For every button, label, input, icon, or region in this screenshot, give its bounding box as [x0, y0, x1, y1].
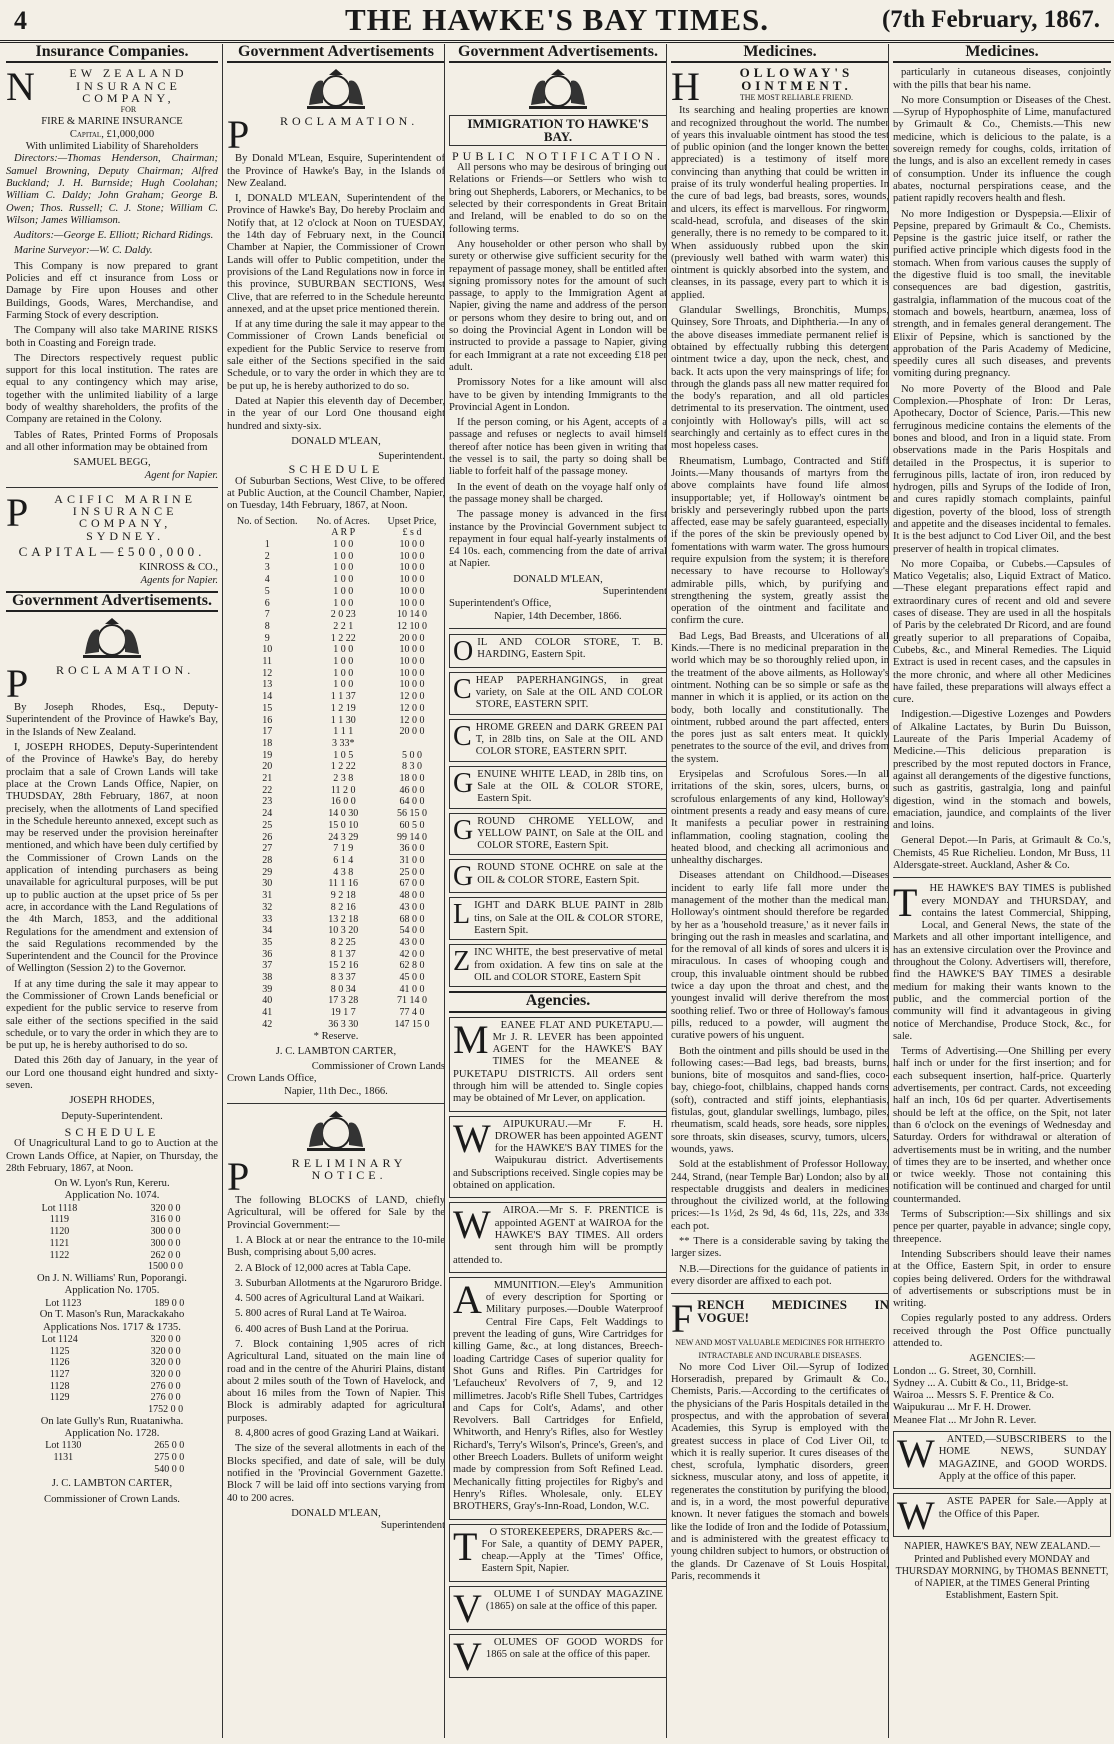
proclamation-rhodes: P ROCLAMATION. By Joseph Rhodes, Esq., Deputy-Superintendent of the Province of Hawke's Bay, in the Islands of New Zealand. I, JOSEPH RHODES, Deputy-Superintendent of the Province of Hawke's Bay, do hereby proclaim that a sale of Crown Lands will take place at the Crown Lands Office, Napier, on THUDSDAY, 28th February, 1867, at noon precisely, when the allotments of Land specified in the Schedule hereunto annexed, except such as may be reserved under the provision hereinafter mentioned, and which have been duly certified by the Commissioner of Crown Lands on the application of intending purchasers as being unavailable for agricultural purposes, will be put up to public auction at the upset price of 5s per acre, in accordance with the Land Regulations of the 4th March, 1853, and the additional Regulations for the amendment and extension of the said Regulations recommended by the Superintendent and the Council for the Province of Wellington (Session 2) to the Governor. If at any time during the sale it may appear to the Commissioner of Crown Lands beneficial or expedient for the public service to reserve from sale either of the sections specified in the said schedule, or to vary the order in which they are to be put up, he is hereby authorised to do so. Dated this 26th day of January, in the year of our Lord one thousand eight hundred and sixty-seven. JOSEPH RHODES, Deputy-Superintendent. SCHEDULE Of Unagricultural Land to go to Auction at the Crown Lands Office, at Napier, on Thursday, the 28th February, 1867, at Noon. On W. Lyon's Run, Kereru. Application No. 1074. Lot 1118 320 0 0 1119 316 0 0 1120 300 0 0 1121 300 0 0 1122 262 0 0 1500 0 0 On J. N. Williams' Run, Poporangi. Application No. 1705. Lot 1123 189 0 0 On T. Mason's Run, Marackakaho Applications Nos. 1717 & 1735. Lot 1124 320 0 0 1125 320 0 0 1126 320 0 0 1127 320 0 0 1128 276 0 0 1129 276 0 0 1752 0 0 On late Gully's Run, Ruataniwha. Application No. 1728. Lot 1130 265 0 0 1131 275 0 0 540 0 0 J. C. LAMBTON CARTER, Commissioner of Crown Lands.	[6, 661, 218, 1505]
sections-table: No. of Section. No. of Acres. Upset Price, A R P £ s d 1 1 0 0 10 0 0 2 1 0 0 10 0 0 3 1 0 0 10 0 0 4 1 0 0 10 0 0 5 1 0 0 10 0 0 6 1 0 0 10 0 0 7 2 0 23 10 14 0 8 2 2 1 12 10 0 9 1 2 22 20 0 0 10 1 0 0 10 0 0 11 1 0 0 10 0 0 12 1 0 0 10 0 0 13 1 0 0 10 0 0 14 1 1 37 12 0 0 15 1 2 19 12 0 0 16 1 1 30 12 0 0 17 1 1 1 20 0 0 18 3 33* 19 1 0 5 5 0 0 20 1 2 22 8 3 0 21 2 3 8 18 0 0 22 11 2 0 46 0 0 23 16 0 0 64 0 0 24 14 0 30 56 15 0 25 15 0 10 60 5 0 26 24 3 29 99 14 0 27 7 1 9 36 0 0 28 6 1 4 31 0 0 29 4 3 8 25 0 0 30 11 1 16 67 0 0 31 9 2 18 48 0 0 32 8 2 16 43 0 0 33 13 2 18 68 0 0 34 10 3 20 54 0 0 35 8 2 25 43 0 0 36 8 1 37 42 0 0 37 15 2 16 62 8 0 38 8 3 37 45 0 0 39 8 0 34 41 0 0 40 17 3 28 71 14 0 41 19 1 7 77 4 0 42 36 3 30 147 15 0	[227, 516, 445, 1031]
section-row: 26 24 3 29 99 14 0	[262, 831, 427, 843]
section-row: 29 4 3 8 25 0 0	[262, 866, 425, 878]
section-row: 30 11 1 16 67 0 0	[262, 878, 425, 890]
agency-item: Sydney ... A. Cubitt & Co., 11, Bridge-st.	[893, 1377, 1069, 1389]
section-row: 25 15 0 10 60 5 0	[262, 819, 425, 831]
masthead	[0, 0, 1114, 43]
prelim-item: 1. A Block at or near the entrance to the 10-mile Bush, comprising about 5,00 acres.	[227, 1234, 445, 1259]
royal-crest-icon	[301, 67, 371, 111]
prelim-item: 2. A Block of 12,000 acres at Tabla Cape.	[235, 1262, 411, 1274]
section-row: 23 16 0 0 64 0 0	[262, 796, 425, 808]
agency-item: London ... G. Street, 30, Cornhill.	[893, 1365, 1037, 1377]
section-row: 31 9 2 18 48 0 0	[262, 890, 425, 902]
royal-crest-icon	[523, 67, 593, 111]
section-row: 27 7 1 9 36 0 0	[262, 843, 425, 855]
section-row: 24 14 0 30 56 15 0	[262, 808, 427, 820]
column-government-1: Government Advertisements P ROCLAMATION. By Donald M'Lean, Esquire, Superintendent of the Province of Hawke's Bay, in the Islands of New Zealand. I, DONALD M'LEAN, Superintendent of the Province of Hawke's Bay, Do hereby Proclaim and Notify that, at 12 o'clock at Noon on TUESDAY, the 14th day of February next, in the Council Chamber at Napier, the Commissioner of Crown Lands will offer to Public competition, under the provisions of the Land Regulations now in force in this province, SUBURBAN SECTIONS, West Clive, that are referred to in the Schedule hereunto annexed, and at the upset price mentioned therein. If at any time during the sale it may appear to the Commissioner of Crown Lands beneficial or expedient for the Public Service to reserve from sale either of the Sections specified in the said Schedule, or to vary the order in which they are to be put up, he is hereby authorized to do so. Dated at Napier this eleventh day of December, in the year of our Lord One thousand eight hundred and sixty-six. DONALD M'LEAN, Superintendent. SCHEDULE Of Suburban Sections, West Clive, to be offered at Public Auction, at the Council Chamber, Napier, on Tuesday, 14th February, 1867, at Noon. No. of Section. No. of Acres. Upset Price, A R P £ s d 1 1 0 0 10 0 0 2 1 0 0 10 0 0 3 1 0 0 10 0 0 4 1 0 0 10 0 0 5 1 0 0 10 0 0 6 1 0 0 10 0 0 7 2 0 23 10 14 0 8 2 2 1 12 10 0 9 1 2 22 20 0 0 10 1 0 0 10 0 0 11 1 0 0 10 0 0 12 1 0 0 10 0 0 13 1 0 0 10 0 0 14 1 1 37 12 0 0 15 1 2 19 12 0 0 16 1 1 30 12 0 0 17 1 1 1 20 0 0 18 3 33* 19 1 0 5 5 0 0 20 1 2 22 8 3 0 21 2 3 8 18 0 0 22 11 2 0 46 0 0 23 16 0 0 64 0 0 24 14 0 30 56 15 0 25 15 0 10 60 5 0 26 24 3 29 99 14 0 27 7 1 9 36 0 0 28 6 1 4 31 0 0 29 4 3 8 25 0 0 30 11 1 16 67 0 0 31 9 2 18 48 0 0 32 8 2 16 43 0 0 33 13 2 18 68 0 0 34 10 3 20 54 0 0 35 8 2 25 43 0 0 36 8 1 37 42 0 0 37 15 2 16 62 8 0 38 8 3 37 45 0 0 39 8 0 34 41 0 0 40 17 3 28 71 14 0 41 19 1 7 77 4 0 42 36 3 30 147 15 0 * Reserve. J. C. LAMBTON CARTER, Commissioner of Crown Lands Crown Lands Office, Napier, 11th Dec., 1866. P RELIMINARY NOTICE. The following BLOCKS of LAND, chiefly Agricultural, will be offered for Sale by the Provincial Government:— 1. A Block at or near the entrance to the 10-mile Bush, comprising about 5,00 acres. 2. A Block of 12,000 acres at Tabla Cape. 3. Suburban Allotments at the Ngaruroro Bridge. 4. 500 acres of Agricultural Land at Waikari. 5. 800 acres of Rural Land at Te Wairoa. 6. 400 acres of Bush Land at the Porirua. 7. Block containing 1,905 acres of rich Agricultural Land, situated on the main line of road and in the centre of the Ahuriri Plains, distant about 2 miles south of the Town of Havelock, and about 16 miles from the Town of Napier. This Block is admirably adapted for agricultural purposes. 8. 4,800 acres of good Grazing Land at Waikari. The size of the several allotments in each of the Blocks specified, and date of sale, will be duly notified in the 'Provincial Government Gazette.' Block 7 will be laid off into sections varying from 40 to 200 acres. DONALD M'LEAN, Superintendent	[222, 44, 445, 1738]
section-row: 35 8 2 25 43 0 0	[262, 936, 425, 948]
oil-store-ad: Z INC WHITE, the best preservative of metal from oxidation. A few tins on sale at the OIL and COLOR STORE, Eastern Spit	[449, 944, 667, 987]
section-row: 10 1 0 0 10 0 0	[262, 644, 425, 656]
section-row: 16 1 1 30 12 0 0	[262, 714, 425, 726]
oil-store-ad: G ENUINE WHITE LEAD, in 28lb tins, on Sale at the OIL & COLOR STORE, Eastern Spit.	[449, 766, 667, 809]
section-header-insurance: Insurance Companies.	[6, 44, 218, 63]
section-row: 33 13 2 18 68 0 0	[262, 913, 425, 925]
section-row: 37 15 2 16 62 8 0	[262, 960, 425, 972]
section-row: 15 1 2 19 12 0 0	[262, 702, 425, 714]
section-row: 9 1 2 22 20 0 0	[264, 632, 425, 644]
section-row: 19 1 0 5 5 0 0	[262, 749, 422, 761]
section-row: 39 8 0 34 41 0 0	[262, 983, 425, 995]
agency-item: Meanee Flat ... Mr John R. Lever.	[893, 1414, 1037, 1426]
column-insurance	[6, 44, 218, 1738]
section-row: 38 8 3 37 45 0 0	[262, 972, 425, 984]
prelim-item: 3. Suburban Allotments at the Ngaruroro Bridge.	[235, 1277, 443, 1289]
column-medicines-1: Medicines. H OLLOWAY'S OINTMENT. THE MOST RELIABLE FRIEND. Its searching and healing properties are known and recognized throughout the world. The number of years this invaluable ointment has stood the test of public opinion (and the longer known the better appreciated) is a testimony of itself more convincing than anything that could be written in praise of its truly wonderful healing properties. In the cure of bad legs, bad breasts, sores, wounds, and ulcers, its effect is marvellous. For ringworm, scald-head, scrofula, and diseases of the skin generally, there is no remedy to be compared to it. When assiduously rubbed upon the skin (previously well bathed with warm water) this ointment is quickly absorbed into the system, and cleanses, in its passage, every part to which it is applied. Glandular Swellings, Bronchitis, Mumps, Quinsey, Sore Throats, and Diphtheria.—In any of the above diseases immediate permanent relief is obtained by effectually rubbing this detergent ointment twice a day, upon the neck, chest, and back. It acts upon the very mainsprings of life; for through the glands pass all new matter required for the body's reparation, and all old particles detrimental to its preservation. The ointment, used conjointly with Holloway's pills, will act so searchingly and certainly as to effect cures in the most hopeless cases. Rheumatism, Lumbago, Contracted and Stiff Joints.—Many thousands of martyrs from the above complaints have found life almost insupportable; yet, if Holloway's ointment be briskly and perseveringly rubbed upon the parts affected, ease may be safely guaranteed, especially if the pores of the skin be previously opened by fomentations with warm water. The gross humours require expulsion from the system; it is therefore necessary to have recourse to Holloway's admirable pills, which, by purifying and strengthening the system, greatly assist the operation of the ointment and facilitate and confirm the cure. Bad Legs, Bad Breasts, and Ulcerations of all Kinds.—There is no medicinal preparation in the world which may be so thoroughly relied upon, in the treatment of the above ailments, as Holloway's ointment. Nothing can be so simple or safe as the manner in which it is applied, or its action on the body, both locally and constitutionally. The ointment, rubbed around the part affected, enters the pores just as salt enters meat. It quickly penetrates to the source of the evil, and drives from the system. Erysipelas and Scrofulous Sores.—In all irritations of the skin, sores, ulcers, burns, or scrofulous enlargements of any kind, Holloway's ointment presents a ready and easy means of cure. It manifests a peculiar power in restraining inflammation, cooling stagnation, cooling the heated blood, and checking all acrimonious and unhealthy discharges. Diseases attendant on Childhood.—Diseases incident to early life fall more under the management of the mother than the medical man. Holloway's ointment should therefore be regarded by her as a 'household treasure,' as it never fails in bringing out the rash in measles and scarlatina, and for the removal of all kinds of sores and ulcers it is miraculous. In cases of whooping cough and croup, this invaluable ointment should be rubbed twice a day upon the throat and chest, and the youngest invalid will derive therefrom the most soothing relief. Two or three of Holloway's famous pills, reduced to a powder, will augment the curative powers of his unguent. Both the ointment and pills should be used in the following cases:—Bad legs, bad breasts, burns, bunions, bite of mosquitos and sand-flies, coco-bay, chiego-foot, chilblains, chapped hands corns (soft), contracted and stiff joints, elephantiasis, fistulas, gout, glandular swellings, lumbago, piles, rheumatism, scald heads, sore heads, sore nipples, sore throats, skin diseases, scurvy, tumors, ulcers, wounds, yaws. Sold at the establishment of Professor Holloway, 244, Strand, (near Temple Bar) London; also by all respectable druggists and dealers in medicines throughout the civilized world, at the following prices:—1s 1½d, 2s 9d, 4s 6d, 11s, 22s, and 33s each pot. ** There is a considerable saving by taking the larger sizes. N.B.—Directions for the guidance of patients in every disorder are affixed to each pot. F RENCH MEDICINES IN VOGUE! NEW AND MOST VALUABLE MEDICINES FOR HITHERTO INTRACTABLE AND INCURABLE DISEASES. No more Cod Liver Oil.—Syrup of Iodized Horseradish, prepared by Grimault & Co., Chemists, Paris.—According to the certificates of the physicians of the Paris Hospitals detailed in the prospectus, and with the approbation of several Academies, this Syrup is employed with the greatest success in place of Cod Liver Oil, to which it is really superior. It cures diseases of the chest, scrofula, lymphatic disorders, green sickness, muscular atony, and loss of appetite, it regenerates the constitution by purifying the blood, and is, in a word, the most powerful depurative known. It never fatigues the stomach and bowels like the Iodide of Iron and the Iodide of Potassium, and is administered with the greatest efficacy to young children subject to humors, or obstruction of the glands. Dr Cazenave of St Louis Hospital, Paris, recommends it	[666, 44, 889, 1738]
prelim-item: 6. 400 acres of Bush Land at the Porirua.	[235, 1323, 409, 1335]
ad-nz-insurance: N EW ZEALAND INSURANCE COMPANY, FOR FIRE & MARINE INSURANCE Capital, £1,000,000 With unlimited Liability of Shareholders Directors:—Thomas Henderson, Chairman; Samuel Browning, Deputy Chairman; Alfred Buckland; J. H. Burnside; Hugh Coolahan; William C. Daldy; John Graham; George B. Owen; Thos. Russell; C. J. Stone; William C. Wilson; James Williamson. Auditors:—George E. Elliott; Richard Ridings. Marine Surveyor:—W. C. Daldy. This Company is now prepared to grant Policies and eff ct insurance from Loss or Damage by Fire upon Houses and other Buildings, Goods, Wares, Merchandise, and Farming Stock of every description. The Company will also take MARINE RISKS both in Coasting and Foreign trade. The Directors respectively request public support for this local institution. The rates are equal to any contingency which may arise, together with the unlimited liability of a large body of wealthy shareholders, the profits of the Company are retained in the Colony. Tables of Rates, Printed Forms of Proposals and all other information may be obtained from SAMUEL BEGG, Agent for Napier.	[6, 64, 218, 481]
agency-item: Waipukurau ... Mr F. H. Drower.	[893, 1402, 1032, 1414]
section-header-government: Government Advertisements.	[6, 591, 218, 612]
section-row: 5 1 0 0 10 0 0	[264, 585, 425, 597]
section-row: 2 1 0 0 10 0 0	[264, 550, 425, 562]
section-header-government-3: Government Advertisements.	[449, 44, 667, 63]
section-row: 42 36 3 30 147 15 0	[262, 1018, 430, 1030]
section-row: 13 1 0 0 10 0 0	[262, 679, 425, 691]
oil-store-ad: G ROUND STONE OCHRE on sale at the OIL & COLOR STORE, Eastern Spit.	[449, 859, 667, 893]
issue-date: (7th February, 1867.	[881, 6, 1100, 33]
royal-crest-icon	[77, 616, 147, 660]
section-row: 12 1 0 0 10 0 0	[262, 667, 425, 679]
section-header-medicines: Medicines.	[671, 44, 889, 63]
section-header-government-2: Government Advertisements	[227, 44, 445, 63]
newspaper-title: THE HAWKE'S BAY TIMES.	[345, 2, 769, 37]
section-row: 6 1 0 0 10 0 0	[264, 597, 425, 609]
section-row: 34 10 3 20 54 0 0	[262, 925, 425, 937]
section-row: 14 1 1 37 12 0 0	[262, 691, 425, 703]
section-row: 7 2 0 23 10 14 0	[264, 609, 427, 621]
section-row: 40 17 3 28 71 14 0	[262, 995, 427, 1007]
oil-store-ad: C HEAP PAPERHANGINGS, in great variety, on Sale at the OIL AND COLOR STORE, EASTERN SPIT.	[449, 672, 667, 715]
section-row: 21 2 3 8 18 0 0	[262, 773, 425, 785]
prelim-item: 5. 800 acres of Rural Land at Te Wairoa.	[235, 1308, 407, 1320]
lots-table-1: Lot 1118 320 0 0 1119 316 0 0 1120 300 0 0 1121 300 0 0 1122 262 0 0 1500 0 0	[41, 1202, 183, 1273]
prelim-item: 8. 4,800 acres of good Grazing Land at Waikari.	[235, 1428, 439, 1440]
oil-store-ad: C HROME GREEN and DARK GREEN PAI T, in 28lb tins, on Sale at the OIL AND COLOR STORE, EASTERN SPIT.	[449, 719, 667, 762]
section-row: 11 1 0 0 10 0 0	[262, 656, 425, 668]
section-header-medicines-2: Medicines.	[893, 44, 1111, 63]
page-number: 4	[14, 6, 27, 35]
section-row: 36 8 1 37 42 0 0	[262, 948, 425, 960]
section-row: 8 2 2 1 12 10 0	[264, 620, 427, 632]
section-row: 22 11 2 0 46 0 0	[262, 784, 425, 796]
royal-crest-icon	[301, 1109, 371, 1153]
section-row: 3 1 0 0 10 0 0	[264, 562, 425, 574]
column-medicines-2: Medicines. particularly in cutaneous diseases, conjointly with the pills that bear his name. No more Consumption or Diseases of the Chest.—Syrup of Hypophosphite of Lime, manufactured by Grimault & Co., Chemists.—This new medicine, which is delicious to the palate, is a sovereign remedy for coughs, colds, irritation of the lungs, and is also an excellent remedy in cases of consumption. Under its influence the cough abates, nocturnal perspirations cease, and the patient rapidly recovers health and flesh. No more Indigestion or Dyspepsia.—Elixir of Pepsine, prepared by Grimault & Co., Chemists. Pepsine is the gastric juice itself, or rather the purified active principle which digests food in the stomach. When from various causes the supply of the digestive fluid is too small, the inevitable consequences are bad digestion, gastritis, gastralgia, inflammation of the mucous coat of the stomach and bowels, heartburn, anæmea, loss of strength, and in females general derangement. The Elixir of Pepsine, which is sanctioned by the approbation of the Paris Academy of Medicine, speedily cures all such diseases, and prevents vomiting during pregnancy. No more Poverty of the Blood and Pale Complexion.—Phosphate of Iron: Dr Leras, Apothecary, Doctor of Science, Paris.—This new ferruginous medicine contains the elements of the bones and blood, and Iron in a liquid state. From observations made in the Paris Hospitals and detailed in the Prospectus, it is superior to ferruginous pills, lactate of iron, iron reduced by hydrogen, pills and Syrups of the Iodide of Iron, and cures rapidly stomach complaints, painful digestion, poverty of the blood, loss of strength and appetite and the diseases incidental to females. It is the best adjunct to Cod Liver Oil, and the best preserver of health in tropical climates. No more Copaiba, or Cubebs.—Capsules of Matico Vegetalis; also, Liquid Extract of Matico.—These elegant preparations effect rapid and extraordinary cures of recent and old and severe cases of disease. They are used in all the hospitals of Paris by the celebrated Dr Ricord, and are found greatly superior to all preparations of Copaiba, Cubebs, &c., and Mineral Remedies. The Liquid Extract is used in recent cases, and the capsules in the more chronic, and where all other Medicines have failed, these preparations will always effect a cure. Indigestion.—Digestive Lozenges and Powders of Alkaline Lactates, by Burin Du Buisson, Laureate of the Paris Imperial Academy of Medicine.—This delicious preparation is prescribed by the most reputed doctors in France, against all derangements of the digestive functions, such as gastritis, gastralgia, long and painful digestion, wind in the stomach and bowels, emaciation, jaundice, and complaints of the liver and loins. General Depot.—In Paris, at Grimault & Co.'s, Chemists, 45 Rue Richelieu. London, Mr Buss, 11 Aldersgate-street. Auckland, Asher & Co. T HE HAWKE'S BAY TIMES is published every MONDAY and THURSDAY, and contains the latest Commercial, Shipping, Local, and General News, the state of the Markets and all other important intelligence, and has an extensive circulation over the Province and throughout the Colony. Advertisers will, therefore, find the HAWKE'S BAY TIMES a desirable medium for making their wants known to the public, and the commercial portion of the community will find it advantageous in giving notice of Merchandise, Produce Stock, &c., for sale. Terms of Advertising.—One Shilling per every half inch or under for the first insertion; and for each subsequent insertion, half-price. Quarterly advertisements, per contract. Cards, not exceeding half an inch, 10s 6d per quarter. Advertisements should be left at the office, on the Spit, not later than 6 o'clock on the evenings of Wednesday and Saturday. Orders for withdrawal or alteration of advertisements must be in writing, and the number of times they are to be inserted, and whether once or twice weekly. Those not containing this notification will be continued and charged for until countermanded. Terms of Subscription:—Six shillings and six pence per quarter, payable in advance; single copy, threepence. Intending Subscribers should leave their names at the Office, Eastern Spit, in order to ensure copies being delivered. Orders for the withdrawal of advertisements or subscriptions must be in writing. Copies regularly posted to any address. Orders received through the Post Office punctually attended to. AGENCIES:— London ... G. Street, 30, Cornhill. Sydney ... A. Cubitt & Co., 11, Bridge-st. Wairoa ... Messrs S. F. Prentice & Co. Waipukurau ... Mr F. H. Drower. Meanee Flat ... Mr John R. Lever. W ANTED,—SUBSCRIBERS to the HOME NEWS, SUNDAY MAGAZINE, and GOOD WORDS. Apply at the office of this paper. W ASTE PAPER for Sale.—Apply at the Office of this Paper. NAPIER, HAWKE'S BAY, NEW ZEALAND.—Printed and Published every MONDAY and THURSDAY MORNING, by THOMAS BENNETT, of NAPIER, at the TIMES General Printing Establishment, Eastern Spit.	[888, 44, 1111, 1738]
agency-item: Wairoa ... Messrs S. F. Prentice & Co.	[893, 1390, 1055, 1402]
prelim-item: 7. Block containing 1,905 acres of rich Agricultural Land, situated on the main line of road and in the centre of the Ahuriri Plains, distant about 2 miles south of the Town of Havelock, and about 16 miles from the Town of Napier. This Block is admirably adapted for agricultural purposes.	[227, 1339, 445, 1424]
section-row: 32 8 2 16 43 0 0	[262, 901, 425, 913]
section-row: 4 1 0 0 10 0 0	[264, 574, 425, 586]
ad-pacific-marine: P ACIFIC MARINE INSURANCE COMPANY, SYDNEY. CAPITAL—£500,000. KINROSS & CO., Agents for Napier.	[6, 489, 218, 586]
oil-store-ad: L IGHT and DARK BLUE PAINT in 28lb tins, on Sale at the OIL & COLOR STORE, Eastern Spit.	[449, 897, 667, 940]
prelim-item: 4. 500 acres of Agricultural Land at Waikari.	[235, 1293, 425, 1305]
section-row: 28 6 1 4 31 0 0	[262, 855, 425, 866]
column-government-2: Government Advertisements. IMMIGRATION TO HAWKE'S BAY. PUBLIC NOTIFICATION. All persons who may be desirous of bringing out Relations or Friends—or Settlers who wish to bring out Shepherds, Laborers, or Mechanics, to be selected by their correspondents in Great Britain and Ireland, will be enabled to do so on the following terms. Any householder or other person who shall by surety or otherwise give sufficient security for the repayment of passage money, shall be entitled after signing promissory notes for the amount of such passage, to apply to the Immigration Agent at Napier, giving the name and address of the person or persons whom they desire to bring out, and on so doing the Provincial Agent in London will be instructed to provide a passage to Napier, giving for each Immigrant at a rate not exceeding £18 per adult. Promissory Notes for a like amount will also have to be given by intending Immigrants to the Provincial Agent in London. If the person coming, or his Agent, accepts of a passage and refuses or neglects to avail himself thereof after notice has been given in writing that the vessel is to sail, the party so doing shall be liable to forfeit half of the passage money. In the event of death on the voyage half only of the passage money shall be charged. The passage money is advanced in the first instance by the Provincial Government subject to repayment in four equal half-yearly instalments of £4 10s. each, commencing from the date of arrival at Napier. DONALD M'LEAN, Superintendent Superintendent's Office, Napier, 14th December, 1866. O IL AND COLOR STORE, T. B. HARDING, Eastern Spit. C HEAP PAPERHANGINGS, in great variety, on Sale at the OIL AND COLOR STORE, EASTERN SPIT. C HROME GREEN and DARK GREEN PAI T, in 28lb tins, on Sale at the OIL AND COLOR STORE, EASTERN SPIT. G ENUINE WHITE LEAD, in 28lb tins, on Sale at the OIL & COLOR STORE, Eastern Spit. G ROUND CHROME YELLOW, and YELLOW PAINT, on Sale at the OIL and COLOR STORE, Eastern Spit. G ROUND STONE OCHRE on sale at the OIL & COLOR STORE, Eastern Spit. L IGHT and DARK BLUE PAINT in 28lb tins, on Sale at the OIL & COLOR STORE, Eastern Spit. Z INC WHITE, the best preservative of metal from oxidation. A few tins on sale at the OIL and COLOR STORE, Eastern Spit Agencies. M EANEE FLAT AND PUKETAPU.—Mr J. R. LEVER has been appointed AGENT for the HAWKE'S BAY TIMES for the MEANEE & PUKETAPU DISTRICTS. All orders sent through him will be attended to. Single copies may be obtained of Mr Lever, on application. W AIPUKURAU.—Mr F. H. DROWER has been appointed AGENT for the HAWKE'S BAY TIMES for the Waipukurau district. Advertisements and Subscriptions received. Single copies may be obtained on application. W AIROA.—Mr S. F. PRENTICE is appointed AGENT at WAIROA for the HAWKE'S BAY TIMES. All orders sent through him will be promptly attended to. A MMUNITION.—Eley's Ammunition of every description for Sporting or Military purposes.—Double Waterproof Central Fire Caps, Felt Waddings to prevent the leading of guns, Wire Cartridges for killing Game, &c., at long distances, Breech-loading Cartridge Cases of superior quality for Shot Guns and Rifles. Pin Cartridges for 'Lefaucheux' Revolvers of 7, 9, and 12 millimetres. Jacob's Rifle Shell Tubes, Cartridges and Caps for Colt's, Adams', and other Revolvers. Ball Cartridges for Enfield, Whitworth, and Henry's Rifles, also for Westley Richard's, Terry's Wilson's, Prince's, Green's, and other Breech Loaders. Bullets of uniform weight made by compression from Soft Refined Lead. Mechanically fitting projectiles for Rigby's and Henry's Rifles. Wholesale, only. ELEY BROTHERS, Gray's-Inn-Road, London, W.C. T O STOREKEEPERS, DRAPERS &c.—For Sale, a quantity of DEMY PAPER, cheap.—Apply at the 'Times' Office, Eastern Spit, Napier. V OLUME I of SUNDAY MAGAZINE (1865) on sale at the office of this paper. V OLUMES OF GOOD WORDS for 1865 on sale at the office of this paper.	[444, 44, 667, 1738]
section-row: 20 1 2 22 8 3 0	[262, 761, 422, 773]
section-row: 17 1 1 1 20 0 0	[262, 726, 425, 738]
section-row: 18 3 33*	[262, 737, 355, 749]
section-row: 41 19 1 7 77 4 0	[262, 1007, 425, 1019]
section-row: 1 1 0 0 10 0 0	[264, 539, 425, 551]
oil-store-ad: G ROUND CHROME YELLOW, and YELLOW PAINT, on Sale at the OIL and COLOR STORE, Eastern Spit.	[449, 813, 667, 856]
